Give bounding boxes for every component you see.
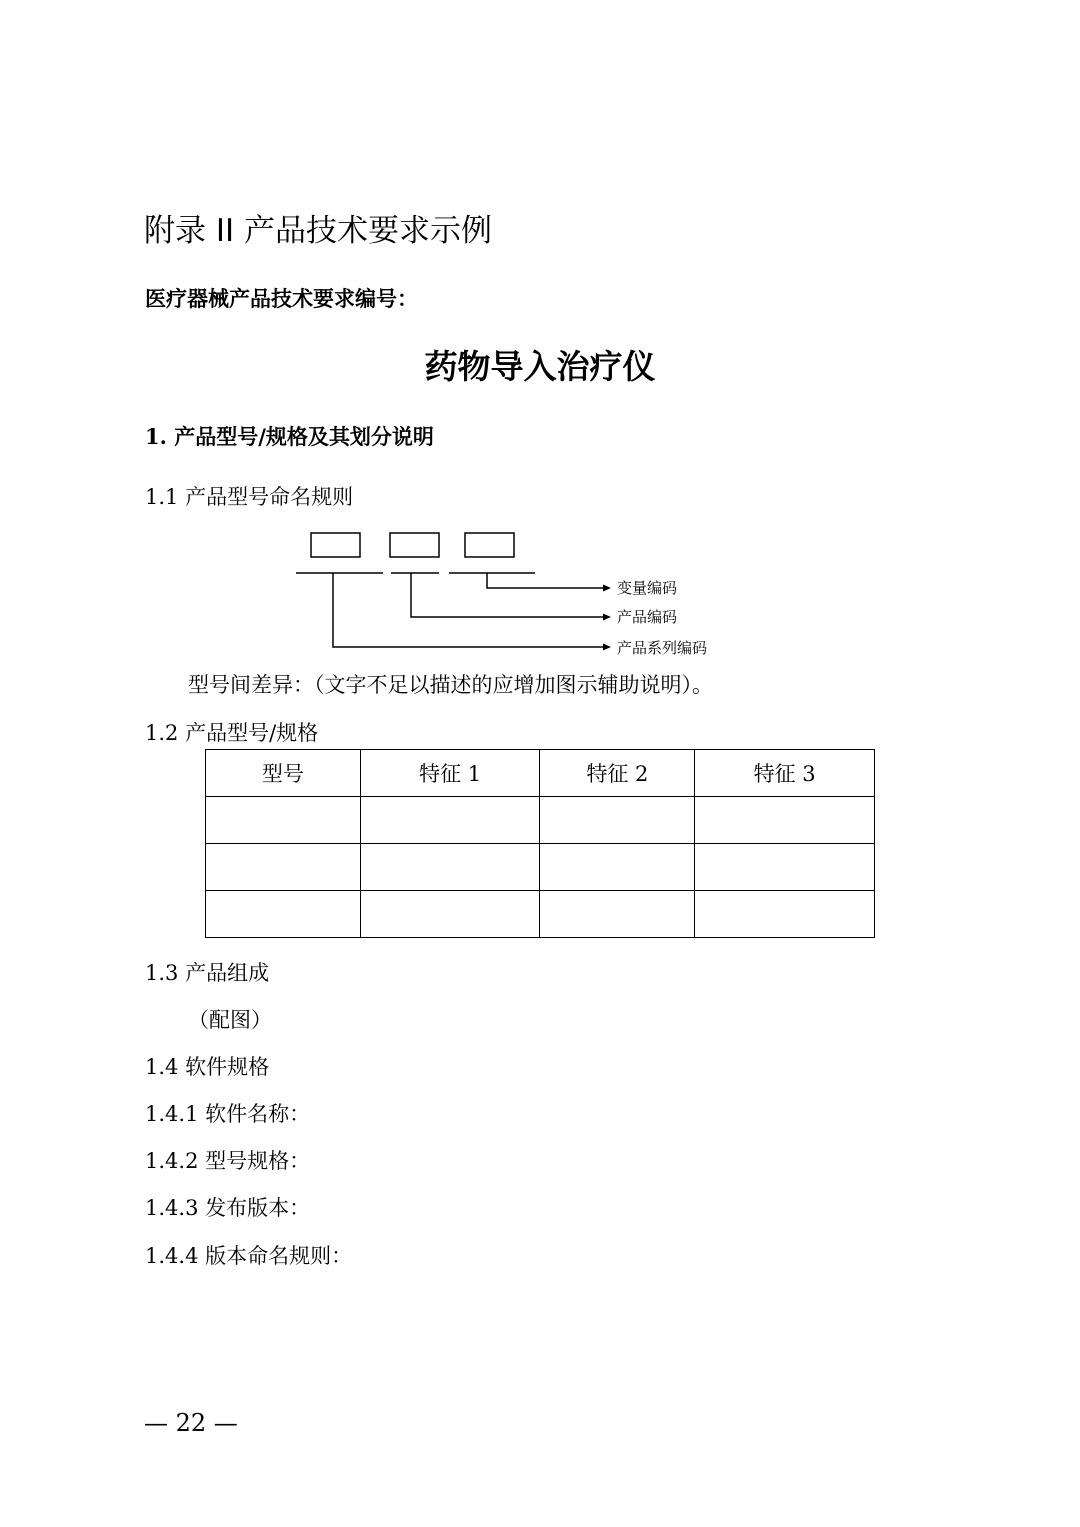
table-cell: [540, 797, 695, 844]
column-header: 特征 2: [540, 750, 695, 797]
figure-placeholder-note: （配图）: [188, 1008, 272, 1032]
product-code-label: 产品编码: [617, 608, 678, 626]
registration-number-label: 医疗器械产品技术要求编号：: [145, 287, 418, 311]
table-cell: [206, 797, 361, 844]
table-cell: [695, 797, 875, 844]
variable-code-box: [465, 533, 514, 557]
section-1-1-heading: 1.1 产品型号命名规则: [145, 485, 354, 509]
table-cell: [695, 844, 875, 891]
section-1-4-heading: 1.4 软件规格: [145, 1055, 270, 1079]
variable-code-label: 变量编码: [617, 579, 678, 597]
series-code-label: 产品系列编码: [617, 639, 708, 657]
arrowhead-icon: [603, 585, 611, 592]
software-name-item: 1.4.1 软件名称：: [145, 1102, 311, 1126]
variable-code-leader: [487, 573, 604, 588]
column-header: 特征 3: [695, 750, 875, 797]
table-row: [206, 891, 875, 938]
model-difference-note: 型号间差异：（文字不足以描述的应增加图示辅助说明）。: [188, 673, 713, 697]
table-cell: [206, 844, 361, 891]
section-1-heading: 1. 产品型号/规格及其划分说明: [145, 424, 434, 449]
page-number: — 22 —: [144, 1409, 238, 1437]
series-code-box: [311, 533, 360, 557]
version-naming-rule-item: 1.4.4 版本命名规则：: [145, 1244, 353, 1268]
table-row: [206, 844, 875, 891]
table-cell: [695, 891, 875, 938]
table-cell: [360, 891, 540, 938]
series-code-leader: [333, 573, 604, 647]
table-cell: [206, 891, 361, 938]
section-1-2-heading: 1.2 产品型号/规格: [145, 721, 319, 745]
document-title: 药物导入治疗仪: [424, 347, 656, 386]
table-cell: [360, 844, 540, 891]
software-model-spec-item: 1.4.2 型号规格：: [145, 1149, 311, 1173]
table-cell: [540, 891, 695, 938]
table-cell: [360, 797, 540, 844]
model-naming-diagram: [0, 0, 1080, 700]
release-version-item: 1.4.3 发布版本：: [145, 1196, 311, 1220]
table-row: [206, 797, 875, 844]
table-header-row: [206, 750, 875, 797]
product-code-leader: [411, 573, 604, 617]
arrowhead-icon: [603, 644, 611, 651]
arrowhead-icon: [603, 614, 611, 621]
product-code-box: [390, 533, 439, 557]
model-spec-table: [205, 749, 875, 938]
appendix-title: 附录 II 产品技术要求示例: [144, 213, 492, 249]
table-cell: [540, 844, 695, 891]
column-header: 特征 1: [360, 750, 540, 797]
column-header: 型号: [206, 750, 361, 797]
section-1-3-heading: 1.3 产品组成: [145, 961, 270, 985]
